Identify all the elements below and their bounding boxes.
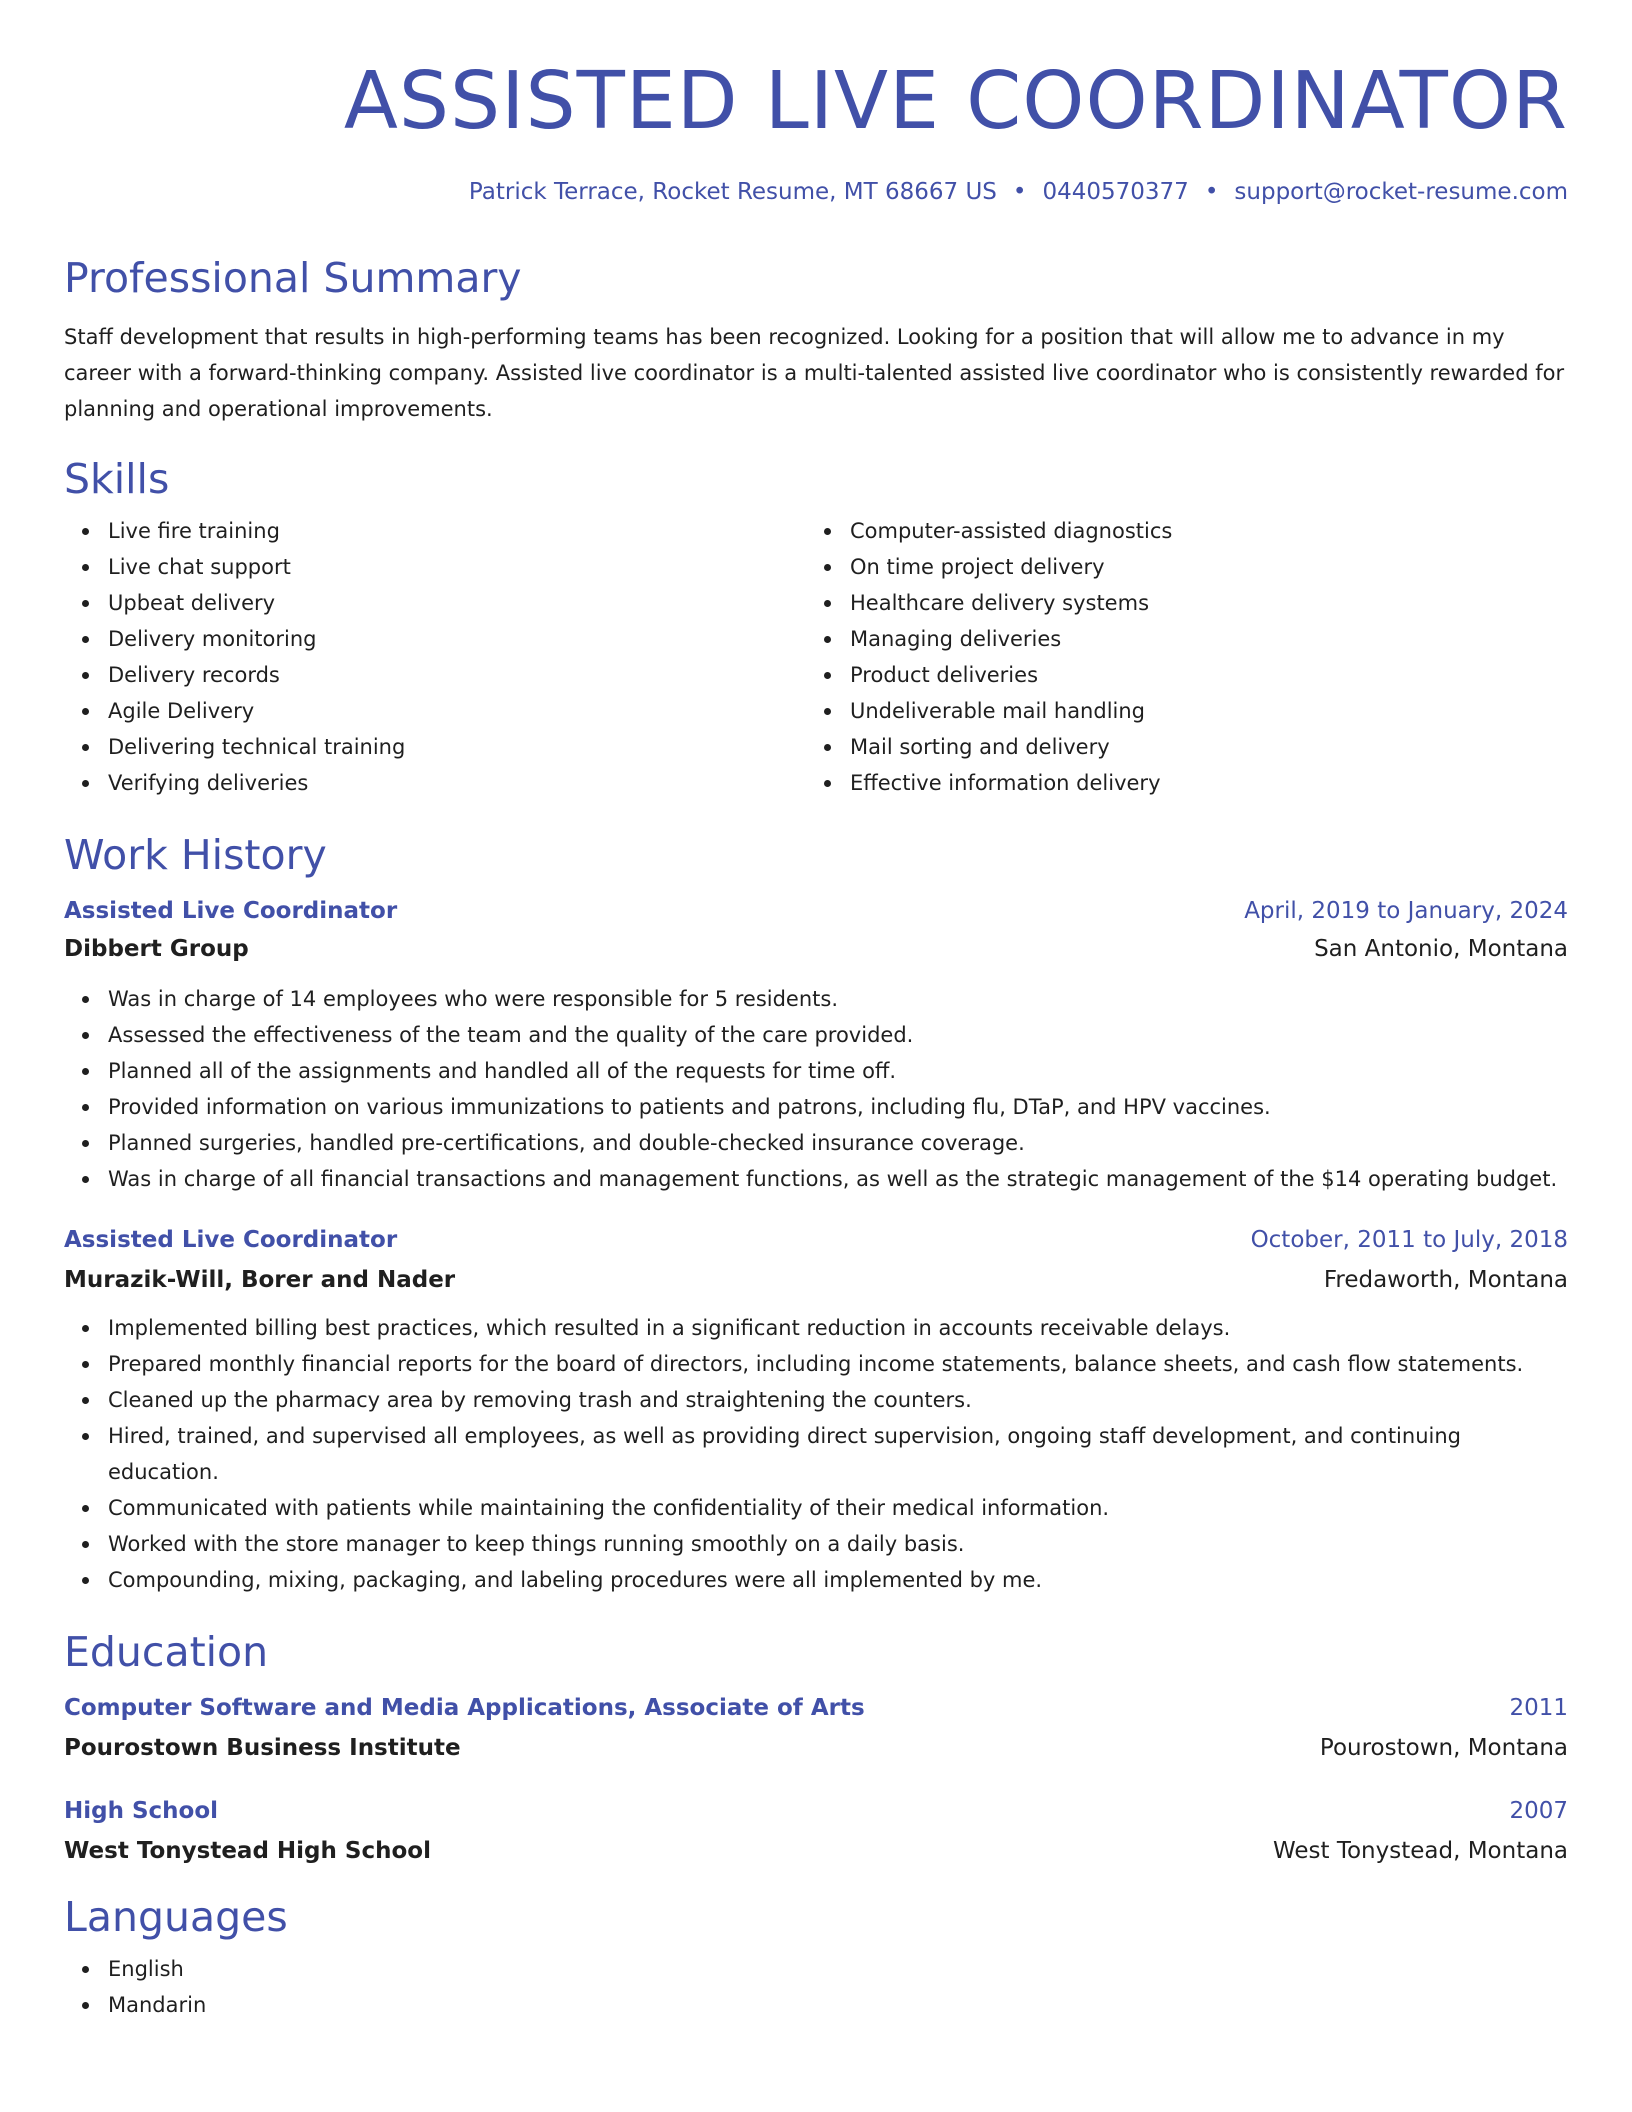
employer-name: Dibbert Group [64,936,249,962]
job-header [64,900,1568,923]
contact-address: Patrick Terrace, Rocket Resume, MT 68667 US [468,179,997,205]
skill-item: Delivery monitoring [64,621,806,657]
graduation-year: 2011 [1509,1695,1568,1721]
summary-text: Staff development that results in high-performing teams has been recognized. Looking for a position that will allow me to advance in my career with a forward-thinking company. Assisted live coordinator is a multi-talented assisted live coordinator who is consistently rewarded for planning and operational improvements. [64,325,1565,421]
job-title: Assisted Live Coordinator [64,1227,398,1253]
resume-page [64,0,1568,2023]
contact-separator: • [1012,179,1027,205]
school-location: Pourostown, Montana [1319,1735,1568,1761]
duty-item: Assessed the effectiveness of the team and the quality of the care provided. [64,1017,1568,1053]
skill-item: Agile Delivery [64,693,806,729]
duty-item: Cleaned up the pharmacy area by removing trash and straightening the counters. [64,1382,1568,1418]
job-duties [64,981,1568,1197]
skills-list [64,513,1568,801]
languages-list [64,1951,1568,2023]
job-title: Assisted Live Coordinator [64,898,398,924]
job-entry [64,900,1568,1197]
graduation-year: 2007 [1509,1798,1568,1824]
work-history-heading: Work History [64,831,327,879]
skill-item: Delivery records [64,657,806,693]
education-header [64,1800,1568,1823]
job-location: Fredaworth, Montana [1323,1267,1568,1293]
degree-name: High School [64,1798,219,1824]
skill-item: Effective information delivery [806,765,1548,801]
duty-item: Prepared monthly financial reports for the board of directors, including income statements, balance sheets, and cash flow statements. [64,1346,1568,1382]
languages-heading: Languages [64,1893,288,1941]
duty-item: Was in charge of all financial transactions and management functions, as well as the strategic management of the $14 operating budget. [64,1161,1568,1197]
skill-item: Managing deliveries [806,621,1548,657]
job-duties [64,1310,1568,1598]
skill-item: On time project delivery [806,549,1548,585]
duty-item: Hired, trained, and supervised all employees, as well as providing direct supervision, ongoing staff development, and continuing education. [64,1418,1568,1490]
skill-item: Delivering technical training [64,729,806,765]
resume-title: ASSISTED LIVE COORDINATOR [343,55,1568,147]
job-subheader [64,938,1568,961]
language-item: Mandarin [64,1987,1568,2023]
job-dates: October, 2011 to July, 2018 [1250,1227,1568,1253]
education-subheader [64,1737,1568,1760]
skill-item: Upbeat delivery [64,585,806,621]
education-subheader [64,1840,1568,1863]
job-dates: April, 2019 to January, 2024 [1244,898,1568,924]
school-name: West Tonystead High School [64,1838,431,1864]
skills-column-left [64,513,806,801]
skill-item: Verifying deliveries [64,765,806,801]
skill-item: Undeliverable mail handling [806,693,1548,729]
skill-item: Product deliveries [806,657,1548,693]
education-header [64,1697,1568,1720]
skill-item: Live fire training [64,513,806,549]
school-location: West Tonystead, Montana [1272,1838,1568,1864]
skill-item: Computer-assisted diagnostics [806,513,1548,549]
duty-item: Provided information on various immunizations to patients and patrons, including flu, DTaP, and HPV vaccines. [64,1089,1568,1125]
summary-heading: Professional Summary [64,254,522,302]
duty-item: Was in charge of 14 employees who were responsible for 5 residents. [64,981,1568,1017]
duty-item: Planned surgeries, handled pre-certifications, and double-checked insurance coverage. [64,1125,1568,1161]
contact-line [64,181,1568,204]
skills-heading: Skills [64,455,170,503]
duty-item: Planned all of the assignments and handled all of the requests for time off. [64,1053,1568,1089]
duty-item: Compounding, mixing, packaging, and labeling procedures were all implemented by me. [64,1562,1568,1598]
contact-email: support@rocket-resume.com [1234,179,1568,205]
education-entry [64,1697,1568,1760]
job-location: San Antonio, Montana [1314,936,1568,962]
employer-name: Murazik-Will, Borer and Nader [64,1267,456,1293]
duty-item: Communicated with patients while maintaining the confidentiality of their medical information. [64,1490,1568,1526]
education-entry [64,1800,1568,1863]
skills-column-right [806,513,1548,801]
skill-item: Healthcare delivery systems [806,585,1548,621]
skill-item: Live chat support [64,549,806,585]
school-name: Pourostown Business Institute [64,1735,461,1761]
contact-phone: 0440570377 [1042,179,1189,205]
education-heading: Education [64,1628,269,1676]
language-item: English [64,1951,1568,1987]
degree-name: Computer Software and Media Applications, Associate of Arts [64,1695,865,1721]
job-header [64,1229,1568,1252]
skill-item: Mail sorting and delivery [806,729,1548,765]
contact-separator: • [1204,179,1219,205]
duty-item: Implemented billing best practices, which resulted in a significant reduction in accounts receivable delays. [64,1310,1568,1346]
job-entry [64,1229,1568,1598]
duty-item: Worked with the store manager to keep things running smoothly on a daily basis. [64,1526,1568,1562]
job-subheader [64,1269,1568,1292]
